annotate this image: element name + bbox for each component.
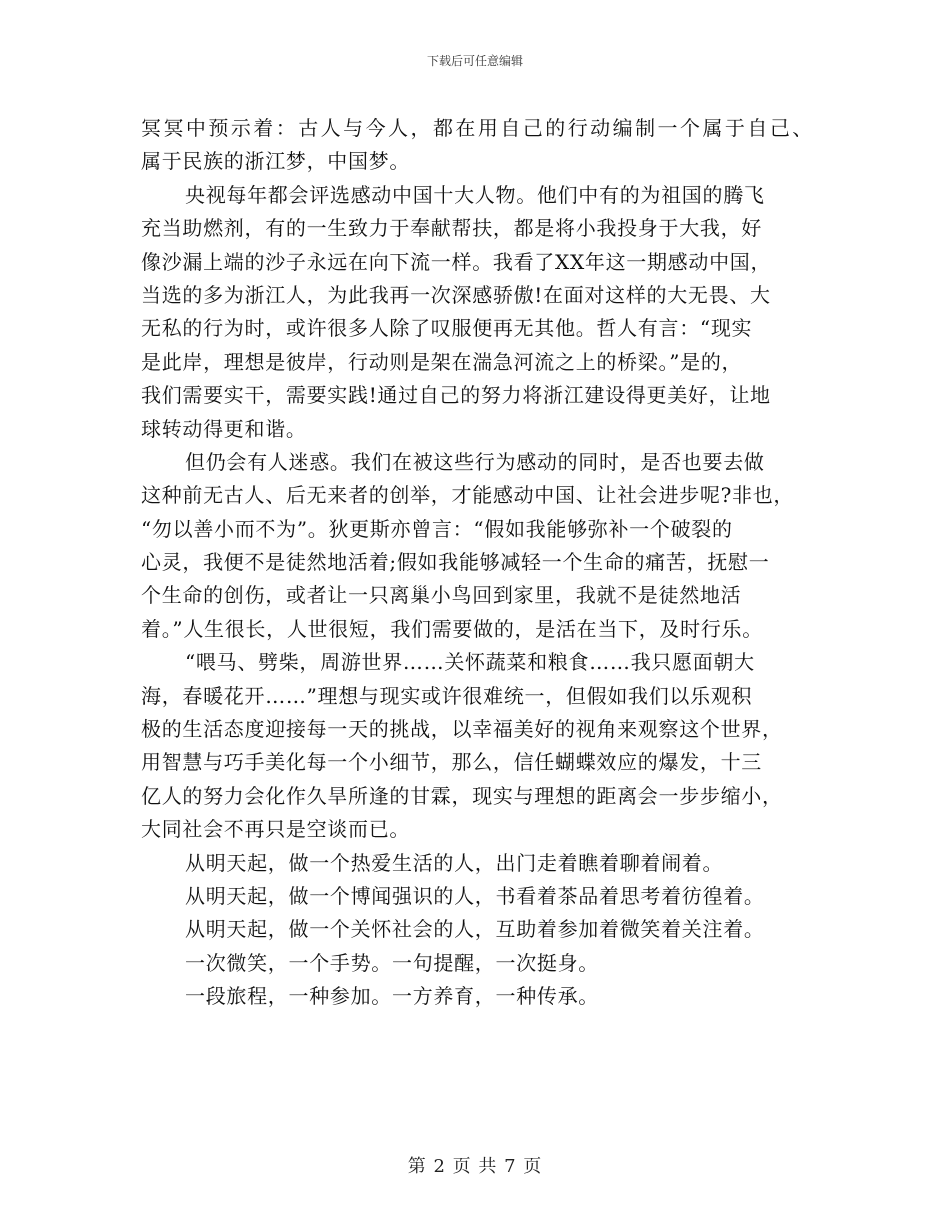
- text-line: 央视每年都会评选感动中国十大人物。他们中有的为祖国的腾飞: [185, 182, 765, 207]
- text-line: 球转动得更和谐。: [141, 416, 307, 441]
- text-line: 心灵，我便不是徒然地活着;假如我能够减轻一个生命的痛苦，抚慰一: [141, 550, 770, 575]
- text-line: 像沙漏上端的沙子永远在向下流一样。我看了XX年这一期感动中国，: [141, 249, 772, 274]
- text-line: 用智慧与巧手美化每一个小细节，那么，信任蝴蝶效应的爆发，十三: [141, 750, 762, 775]
- text-line: 海，春暖花开……”理想与现实或许很难统一，但假如我们以乐观积: [141, 683, 753, 708]
- page-footer: 第 2 页 共 7 页: [407, 1156, 543, 1177]
- text-line: 极的生活态度迎接每一天的挑战，以幸福美好的视角来观察这个世界，: [141, 717, 783, 742]
- page-header: 下载后可任意编辑: [426, 54, 523, 68]
- text-line: 着。”人生很长，人世很短，我们需要做的，是活在当下，及时行乐。: [141, 616, 763, 641]
- text-line: 无私的行为时，或许很多人除了叹服便再无其他。哲人有言：“现实: [141, 316, 753, 341]
- text-line: 一次微笑，一个手势。一句提醒，一次挺身。: [185, 950, 599, 975]
- text-line: 个生命的创伤，或者让一只离巢小鸟回到家里，我就不是徒然地活: [141, 583, 742, 608]
- text-line: “喂马、劈柴，周游世界……关怀蔬菜和粮食……我只愿面朝大: [185, 650, 755, 675]
- document-body: [141, 112, 813, 1014]
- text-line: 这种前无古人、后无来者的创举，才能感动中国、让社会进步呢?非也，: [141, 483, 795, 508]
- text-line: 充当助燃剂，有的一生致力于奉献帮扶，都是将小我投身于大我，好: [141, 216, 762, 241]
- text-line: 大同社会不再只是空谈而已。: [141, 817, 411, 842]
- text-line: 从明天起，做一个博闻强识的人，书看着茶品着思考着彷徨着。: [185, 883, 765, 908]
- text-line: 我们需要实干，需要实践!通过自己的努力将浙江建设得更美好，让地: [141, 383, 771, 408]
- text-line: 从明天起，做一个热爱生活的人，出门走着瞧着聊着闹着。: [185, 850, 724, 875]
- text-line: 亿人的努力会化作久旱所逢的甘霖，现实与理想的距离会一步步缩小，: [141, 783, 783, 808]
- text-line: 当选的多为浙江人，为此我再一次深感骄傲!在面对这样的大无畏、大: [141, 282, 771, 307]
- text-line: “勿以善小而不为”。狄更斯亦曾言：“假如我能够弥补一个破裂的: [141, 516, 733, 541]
- text-line: 冥冥中预示着：古人与今人，都在用自己的行动编制一个属于自己、: [141, 116, 813, 140]
- text-line: 属于民族的浙江梦，中国梦。: [141, 149, 411, 174]
- text-line: 但仍会有人迷惑。我们在被这些行为感动的同时，是否也要去做: [185, 449, 765, 474]
- text-line: 是此岸，理想是彼岸，行动则是架在湍急河流之上的桥梁。”是的，: [141, 349, 743, 374]
- text-line: 从明天起，做一个关怀社会的人，互助着参加着微笑着关注着。: [185, 917, 765, 942]
- text-line: 一段旅程，一种参加。一方养育，一种传承。: [185, 984, 599, 1009]
